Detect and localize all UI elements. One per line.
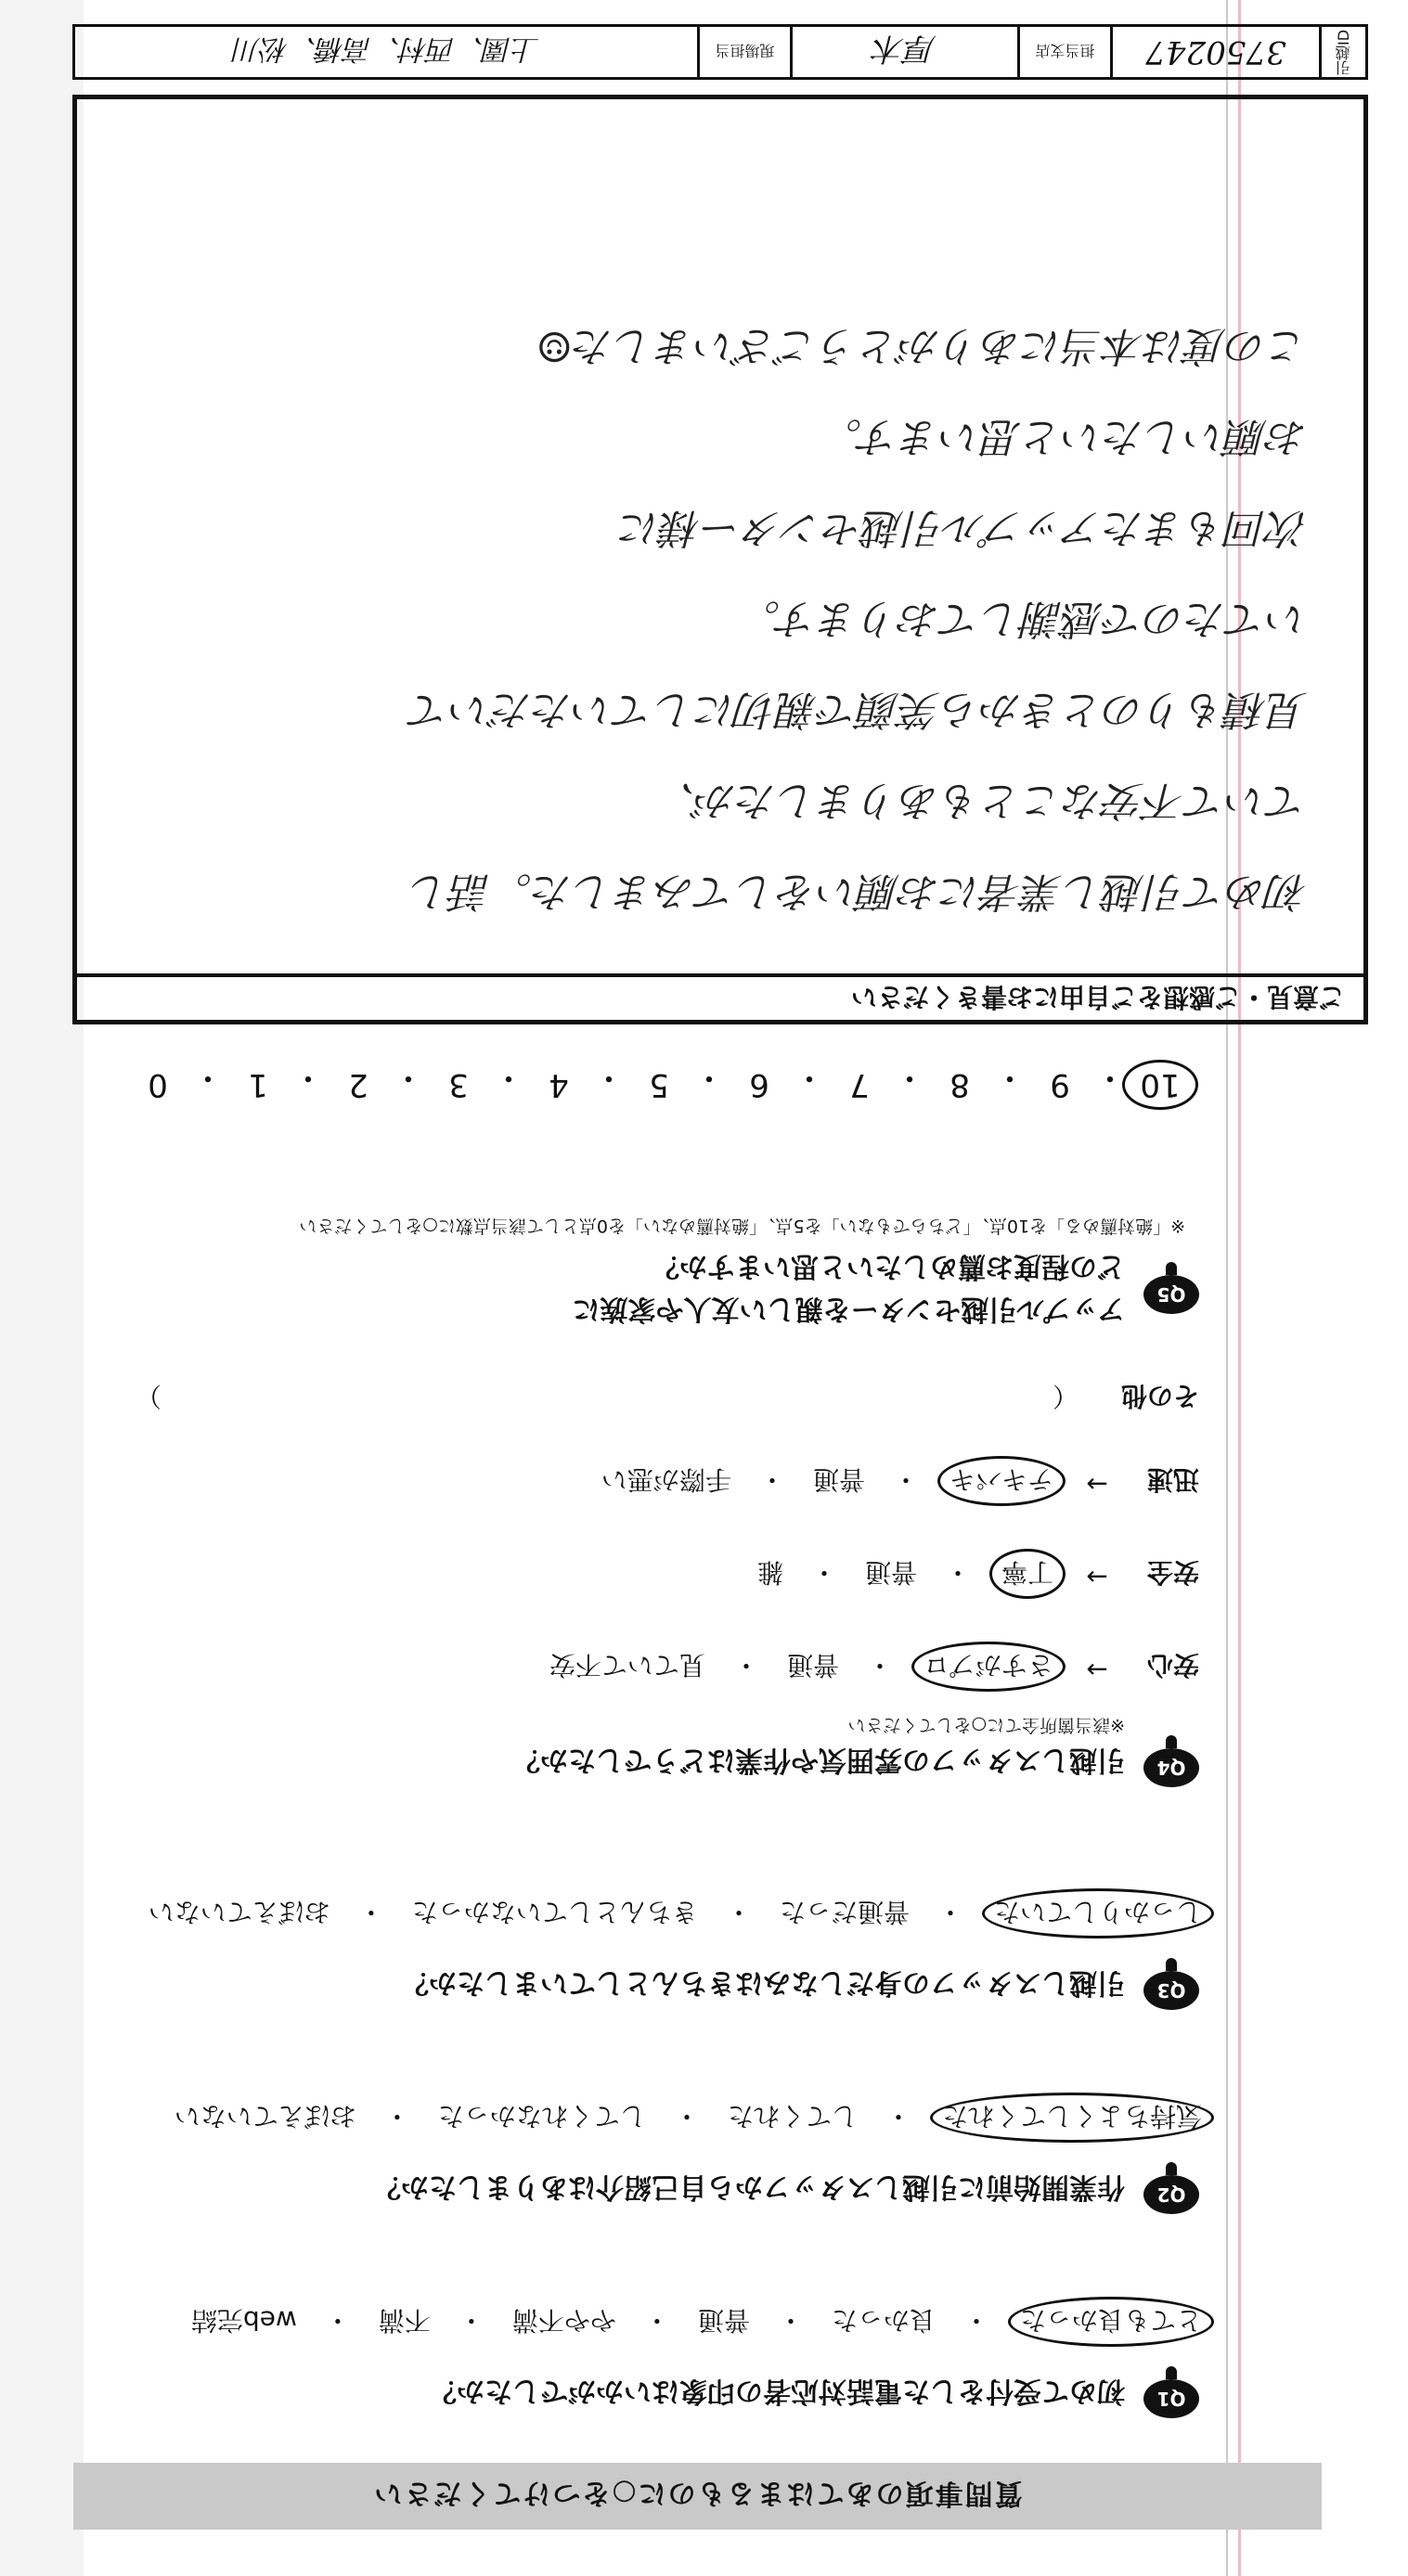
q3-options: しっかりしていた ・ 普通だった ・ きちんとしていなかった ・ おぼえていない [145, 1895, 1208, 1932]
branch-value[interactable]: 厚木 [790, 27, 1017, 77]
arrow-icon: → [1086, 1655, 1108, 1685]
scale-0[interactable]: 0 [148, 1066, 168, 1103]
scale-5[interactable]: 5 [649, 1066, 669, 1103]
section-header [73, 2463, 1322, 2530]
label-staff: 現場担当 [697, 27, 790, 77]
scale-2[interactable]: 2 [348, 1066, 368, 1103]
q1-option-1[interactable]: とても良かった [1008, 2297, 1214, 2347]
paren-open: （ [1052, 1381, 1079, 1411]
q2-badge: Q2 [1143, 2175, 1199, 2214]
other-field[interactable] [161, 1379, 1053, 1416]
q3-option-2[interactable]: 普通だった [779, 1897, 910, 1927]
q2-options: 気持ちよくしてくれた ・ してくれた ・ してくれなかった ・ おぼえていない [171, 2099, 1208, 2136]
q1-options: とても良かった ・ 良かった ・ 普通 ・ やや不満 ・ 不満 ・ web完結 [187, 2303, 1208, 2340]
q1-option-4[interactable]: やや不満 [511, 2305, 616, 2336]
q4-row-label: 安全 [1146, 1557, 1199, 1588]
q5-note: ※「絶対薦める」を10点、「どちらでもない」を5点、「絶対薦めない」を0点として該当点数に○をしてください [299, 1216, 1185, 1236]
q4-row-anzen: 安全 → 丁寧 ・ 普通 ・ 雑 [754, 1555, 1199, 1592]
q4-row-jinsoku: 迅速 → テキパキ ・ 普通 ・ 手際が悪い [598, 1462, 1199, 1500]
scale-10[interactable]: 10 [1122, 1060, 1197, 1110]
q4-row-label: 安心 [1146, 1650, 1199, 1681]
q5-scale: 10 ・ 9 ・ 8 ・ 7 ・ 6 ・ 5 ・ 4 ・ 3 ・ 2 ・ 1 ・ 0 [133, 1058, 1185, 1103]
scale-1[interactable]: 1 [248, 1066, 268, 1103]
paren-close: ） [135, 1381, 161, 1411]
q4-row-label: 迅速 [1146, 1464, 1199, 1495]
q4-jinsoku-option-3[interactable]: 手際が悪い [601, 1464, 731, 1495]
q4-row-other [85, 1379, 1199, 1416]
id-value[interactable]: 3750247 [1110, 27, 1319, 77]
staff-value[interactable]: 上園、西村、高橋、松川 [233, 32, 539, 65]
comment-box [72, 95, 1368, 1024]
q5-badge: Q5 [1143, 1275, 1199, 1314]
q4-jinsoku-option-1[interactable]: テキパキ [937, 1456, 1066, 1506]
q4-anzen-option-3[interactable]: 雑 [756, 1557, 783, 1588]
handwritten-line: ていて不安なこともありましたが、 [654, 777, 1308, 824]
label-branch: 担当支店 [1017, 27, 1110, 77]
q3-option-1[interactable]: しっかりしていた [982, 1888, 1214, 1938]
q1-text: 初めて受付をした電話対応者の印象はいかがでしたか？ [429, 2375, 1125, 2407]
handwritten-line: 初めて引越し業者にお願いをしてみました。話し [409, 868, 1308, 915]
q4-text: 引越しスタッフの雰囲気や作業はどうでしたか？ [512, 1744, 1125, 1776]
scale-8[interactable]: 8 [949, 1066, 970, 1103]
scale-3[interactable]: 3 [448, 1066, 469, 1103]
scale-9[interactable]: 9 [1050, 1066, 1070, 1103]
scale-4[interactable]: 4 [549, 1066, 569, 1103]
q3-text: 引越しスタッフの身だしなみはきちんとしていましたか？ [401, 1966, 1125, 1999]
handwritten-line: この度は本当にありがとうございました☺ [536, 322, 1308, 369]
scale-6[interactable]: 6 [749, 1066, 769, 1103]
q1-option-2[interactable]: 良かった [831, 2305, 936, 2336]
q2-option-2[interactable]: してくれた [727, 2101, 858, 2132]
q4-anzen-option-1[interactable]: 丁寧 [989, 1549, 1066, 1599]
q5-text-line2: どの程度お薦めしたいと思いますか？ [652, 1250, 1125, 1282]
comment-handwriting[interactable] [114, 300, 1308, 936]
label-id: 引越ID [1319, 27, 1365, 77]
q3-option-3[interactable]: きちんとしていなかった [411, 1897, 698, 1927]
q4-anzen-option-2[interactable]: 普通 [864, 1557, 917, 1588]
footer-table [72, 24, 1368, 80]
q2-text: 作業開始前に引越しスタッフから自己紹介はありましたか？ [373, 2170, 1125, 2203]
q1-option-5[interactable]: 不満 [378, 2305, 431, 2336]
q3-option-4[interactable]: おぼえていない [148, 1897, 330, 1927]
q4-jinsoku-option-2[interactable]: 普通 [812, 1464, 865, 1495]
q1-option-3[interactable]: 普通 [697, 2305, 750, 2336]
q1-option-6[interactable]: web完結 [190, 2305, 297, 2336]
q4-anshin-option-3[interactable]: 見ていて不安 [549, 1650, 705, 1681]
q5-text-line1: アップル引越センターを親しい友人や家族に [572, 1293, 1125, 1325]
comment-title: ご意見・ご感想をご自由にお書きください [77, 973, 1363, 1020]
handwritten-line: お願いしたいと思います。 [820, 413, 1308, 460]
scale-7[interactable]: 7 [849, 1066, 870, 1103]
handwritten-line: いてたので感謝しております。 [739, 595, 1308, 642]
handwritten-line: 見積もりのときから笑顔で親切にしていただいて [409, 686, 1308, 733]
handwritten-line: 次回もまたアップル引越センター様に [619, 504, 1308, 551]
q4-anshin-option-2[interactable]: 普通 [786, 1650, 839, 1681]
scan-edge [0, 0, 84, 2576]
q3-badge: Q3 [1143, 1971, 1199, 2010]
q4-row-label: その他 [1120, 1381, 1199, 1411]
q4-row-anshin: 安心 → さすがプロ ・ 普通 ・ 見ていて不安 [546, 1648, 1199, 1685]
q2-option-4[interactable]: おぼえていない [174, 2101, 356, 2132]
q1-badge: Q1 [1143, 2379, 1199, 2418]
arrow-icon: → [1086, 1469, 1108, 1500]
q2-option-3[interactable]: してくれなかった [437, 2101, 646, 2132]
q2-option-1[interactable]: 気持ちよくしてくれた [930, 2093, 1214, 2143]
section-header-text: 質問事項のあてはまるものに○をつけてください [372, 2477, 1023, 2509]
q4-badge: Q4 [1143, 1748, 1199, 1787]
q4-anshin-option-1[interactable]: さすがプロ [911, 1642, 1066, 1692]
q4-note: ※該当箇所全てに○をしてください [847, 1715, 1125, 1735]
arrow-icon: → [1086, 1562, 1108, 1592]
